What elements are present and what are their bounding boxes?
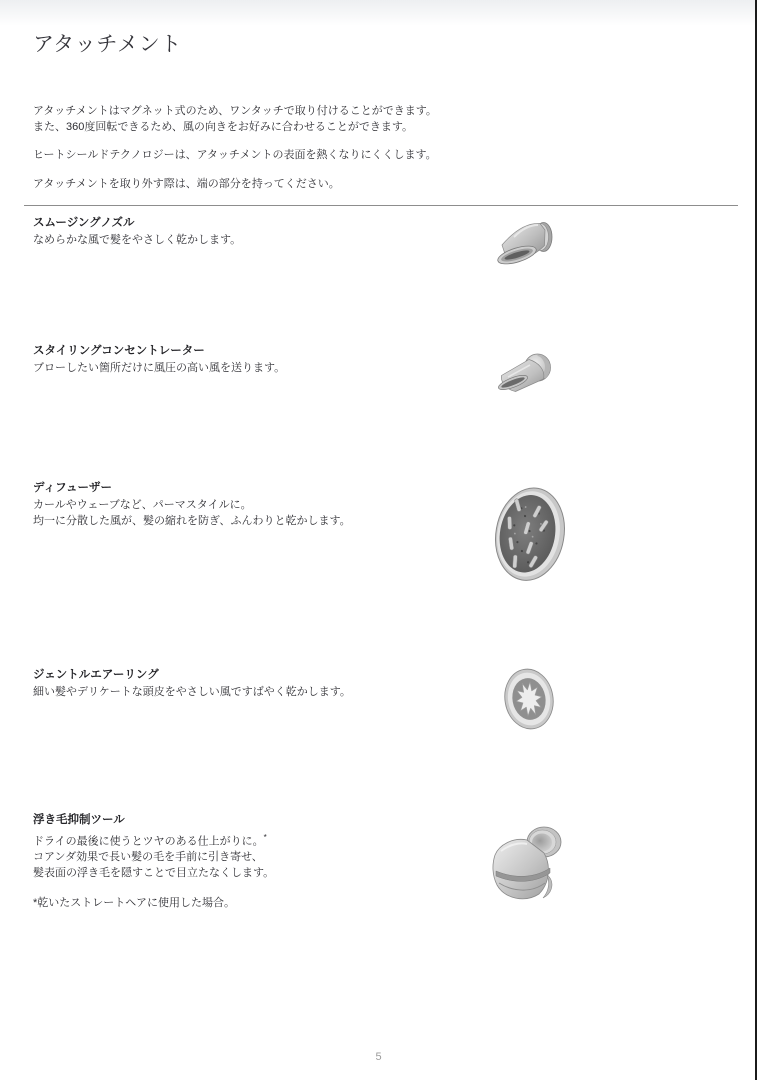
attachment-description: カールやウェーブなど、パーマスタイルに。 均一に分散した風が、髪の縮れを防ぎ、ふんわりと乾かします。 <box>33 499 351 527</box>
attachment-name: 浮き毛抑制ツール <box>33 814 125 826</box>
page-number: 5 <box>375 1051 382 1063</box>
attachment-name: スムージングノズル <box>33 217 135 229</box>
intro-paragraph <box>33 148 493 164</box>
section-divider <box>24 205 738 206</box>
intro-line: アタッチメントを取り外す際は、端の部分を持ってください。 <box>33 177 340 190</box>
attachment-section-smoothing-nozzle <box>33 216 463 249</box>
intro-paragraph <box>33 104 493 135</box>
intro-line: ヒートシールドテクノロジーは、アタッチメントの表面を熱くなりにくくします。 <box>33 149 437 161</box>
diffuser-image <box>491 484 568 584</box>
footnote-marker: * <box>263 833 267 842</box>
attachment-name: ジェントルエアーリング <box>33 669 159 681</box>
attachment-section-flyaway-tool <box>33 813 463 912</box>
attachment-description: なめらかな風で髪をやさしく乾かします。 <box>33 234 242 246</box>
intro-paragraph <box>33 177 493 193</box>
intro-line: アタッチメントはマグネット式のため、ワンタッチで取り付けることができます。 <box>33 105 437 117</box>
flyaway-smoothing-tool-image <box>487 821 568 908</box>
attachment-name: スタイリングコンセントレーター <box>33 345 205 357</box>
page-title: アタッチメント <box>33 33 182 56</box>
attachment-section-gentle-air-ring <box>33 668 463 701</box>
attachment-section-styling-concentrator <box>33 344 463 377</box>
attachment-footnote: *乾いたストレートヘアに使用した場合。 <box>33 897 235 910</box>
attachment-description: ドライの最後に使うとツヤのある仕上がりに。* コアンダ効果で長い髪の毛を手前に引き寄せ、 髪表面の浮き毛を隠すことで目立たなくします。 <box>33 833 275 879</box>
attachment-description: ブローしたい箇所だけに風圧の高い風を送ります。 <box>33 362 286 374</box>
styling-concentrator-image <box>496 351 554 394</box>
intro-line: また、360度回転できるため、風の向きをお好みに合わせることができます。 <box>33 120 414 133</box>
smoothing-nozzle-image <box>494 219 556 266</box>
intro-text <box>33 104 493 205</box>
attachment-description: 細い髪やデリケートな頭皮をやさしい風ですばやく乾かします。 <box>33 686 351 698</box>
attachment-name: ディフューザー <box>33 482 113 494</box>
attachment-section-diffuser <box>33 481 463 529</box>
gentle-air-ring-image <box>502 666 556 732</box>
page-top-shading <box>0 0 757 26</box>
